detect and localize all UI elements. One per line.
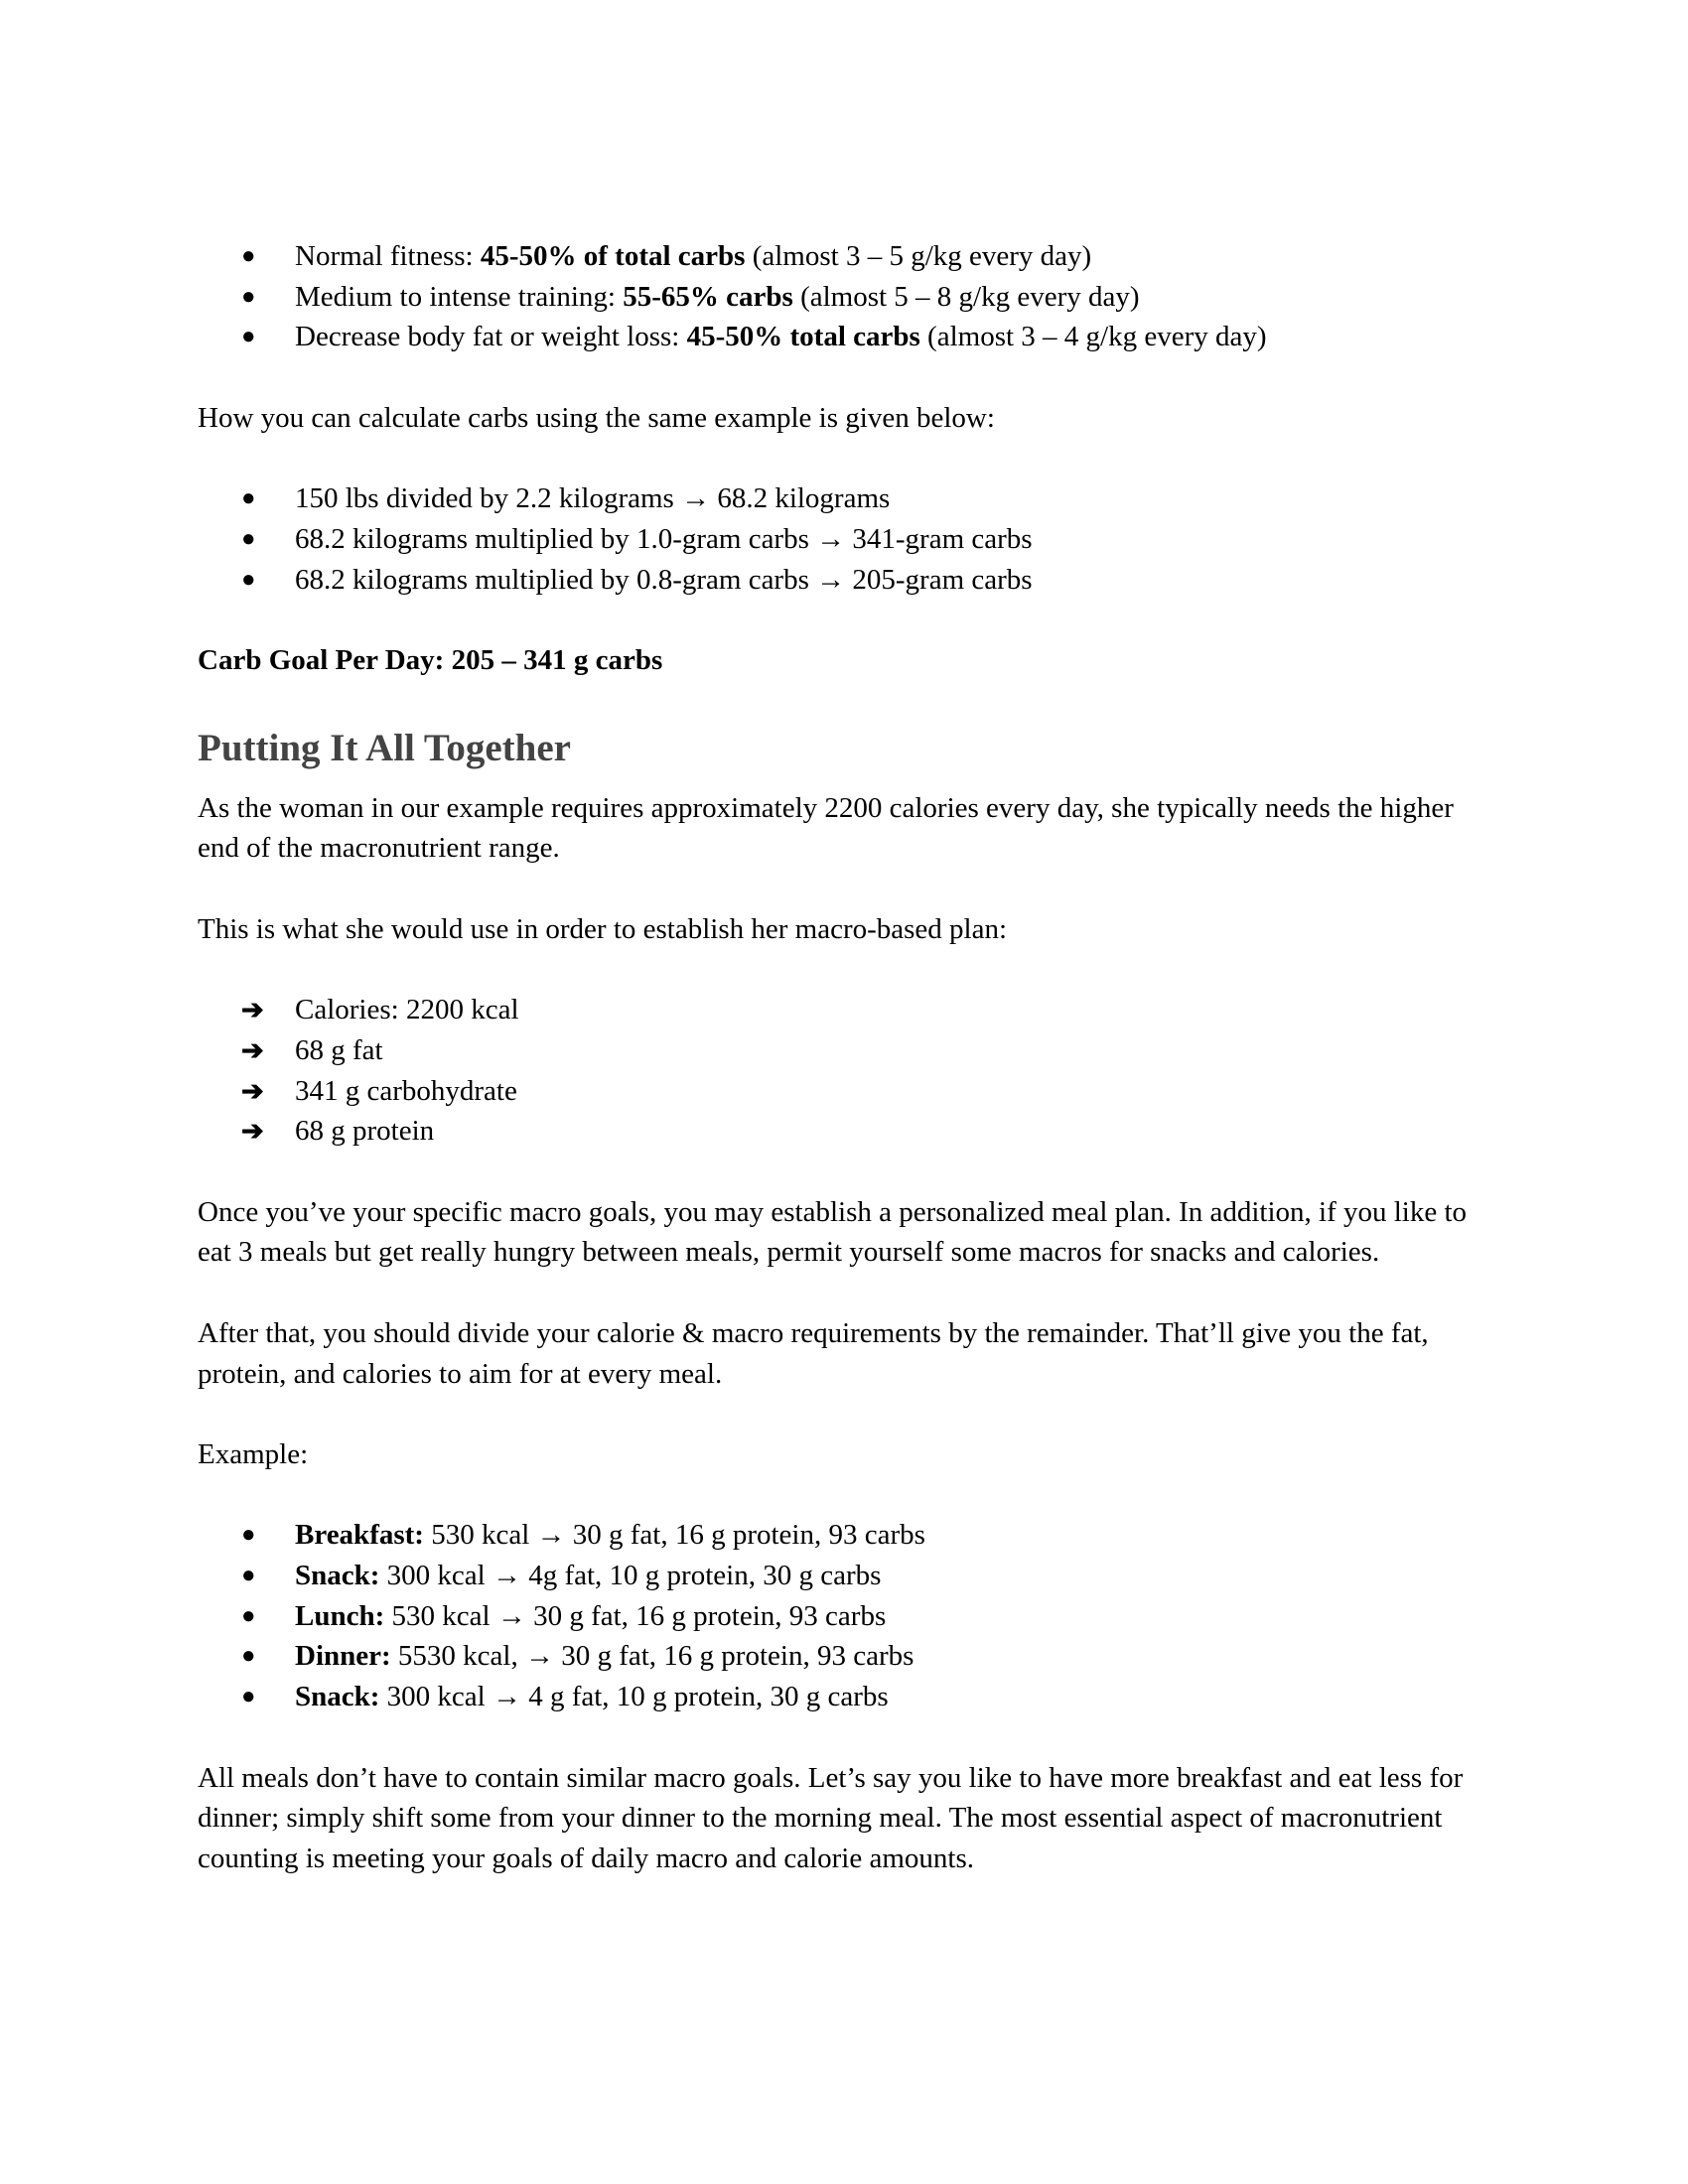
paragraph: As the woman in our example requires approximately 2200 calories every day, she typically needs the higher end of the macronutrient range. <box>198 791 1454 865</box>
calc-intro: How you can calculate carbs using the same example is given below: <box>198 401 995 434</box>
example-label: Example: <box>198 1437 309 1470</box>
meals-list <box>198 1515 1498 1717</box>
arrow-icon: ➔ <box>241 1034 264 1065</box>
section-heading: Putting It All Together <box>198 727 571 770</box>
plan-list <box>198 990 1498 1152</box>
list-item: ● Normal fitness: 45-50% of total carbs (almost 3 – 5 g/kg every day) <box>198 236 1498 277</box>
arrow-icon: ➔ <box>241 1075 264 1106</box>
list-item: ● Breakfast: 530 kcal → 30 g fat, 16 g protein, 93 carbs <box>198 1515 1498 1556</box>
bullet-icon: ● <box>241 485 256 512</box>
carb-goal: Carb Goal Per Day: 205 – 341 g carbs <box>198 643 663 676</box>
bullet-icon: ● <box>241 324 256 350</box>
document-page <box>198 236 1498 1879</box>
bullet-icon: ● <box>241 525 256 552</box>
bullet-icon: ● <box>241 1643 256 1670</box>
list-item: ● Snack: 300 kcal → 4 g fat, 10 g protein, 30 g carbs <box>198 1677 1498 1717</box>
paragraph: All meals don’t have to contain similar macro goals. Let’s say you like to have more breakfast and eat less for dinner; simply shift some from your dinner to the morning meal. The most essential aspect of macronutrient counting is meeting your goals of daily macro and calorie amounts. <box>198 1761 1464 1874</box>
list-item: ➔ 341 g carbohydrate <box>198 1071 1498 1112</box>
bullet-icon: ● <box>241 243 256 269</box>
bullet-icon: ● <box>241 566 256 593</box>
list-item: ● 68.2 kilograms multiplied by 0.8-gram carbs → 205-gram carbs <box>198 560 1498 601</box>
list-item: ● Decrease body fat or weight loss: 45-50% total carbs (almost 3 – 4 g/kg every day) <box>198 317 1498 357</box>
bullet-icon: ● <box>241 1602 256 1629</box>
list-item: ➔ 68 g fat <box>198 1030 1498 1071</box>
calc-steps-list <box>198 478 1498 600</box>
list-item: ● Lunch: 530 kcal → 30 g fat, 16 g protein, 93 carbs <box>198 1596 1498 1637</box>
arrow-icon: ➔ <box>241 1116 264 1147</box>
list-item: ● 150 lbs divided by 2.2 kilograms → 68.2 kilograms <box>198 478 1498 519</box>
bullet-icon: ● <box>241 1684 256 1710</box>
carb-ranges-list <box>198 236 1498 357</box>
paragraph: Once you’ve your specific macro goals, you may establish a personalized meal plan. In addition, if you like to eat 3 meals but get really hungry between meals, permit yourself some macros for snacks and calories. <box>198 1195 1468 1269</box>
list-item: ➔ Calories: 2200 kcal <box>198 990 1498 1030</box>
list-item: ● Dinner: 5530 kcal, → 30 g fat, 16 g protein, 93 carbs <box>198 1636 1498 1677</box>
list-item: ● Snack: 300 kcal → 4g fat, 10 g protein, 30 g carbs <box>198 1556 1498 1596</box>
bullet-icon: ● <box>241 1563 256 1589</box>
list-item: ● 68.2 kilograms multiplied by 1.0-gram carbs → 341-gram carbs <box>198 519 1498 560</box>
bullet-icon: ● <box>241 283 256 310</box>
paragraph: This is what she would use in order to establish her macro-based plan: <box>198 912 1008 945</box>
list-item: ➔ 68 g protein <box>198 1111 1498 1152</box>
list-item: ● Medium to intense training: 55-65% carbs (almost 5 – 8 g/kg every day) <box>198 277 1498 318</box>
paragraph: After that, you should divide your calorie & macro requirements by the remainder. That’ll give you the fat, protein, and calories to aim for at every meal. <box>198 1316 1429 1390</box>
bullet-icon: ● <box>241 1522 256 1549</box>
arrow-icon: ➔ <box>241 995 264 1025</box>
